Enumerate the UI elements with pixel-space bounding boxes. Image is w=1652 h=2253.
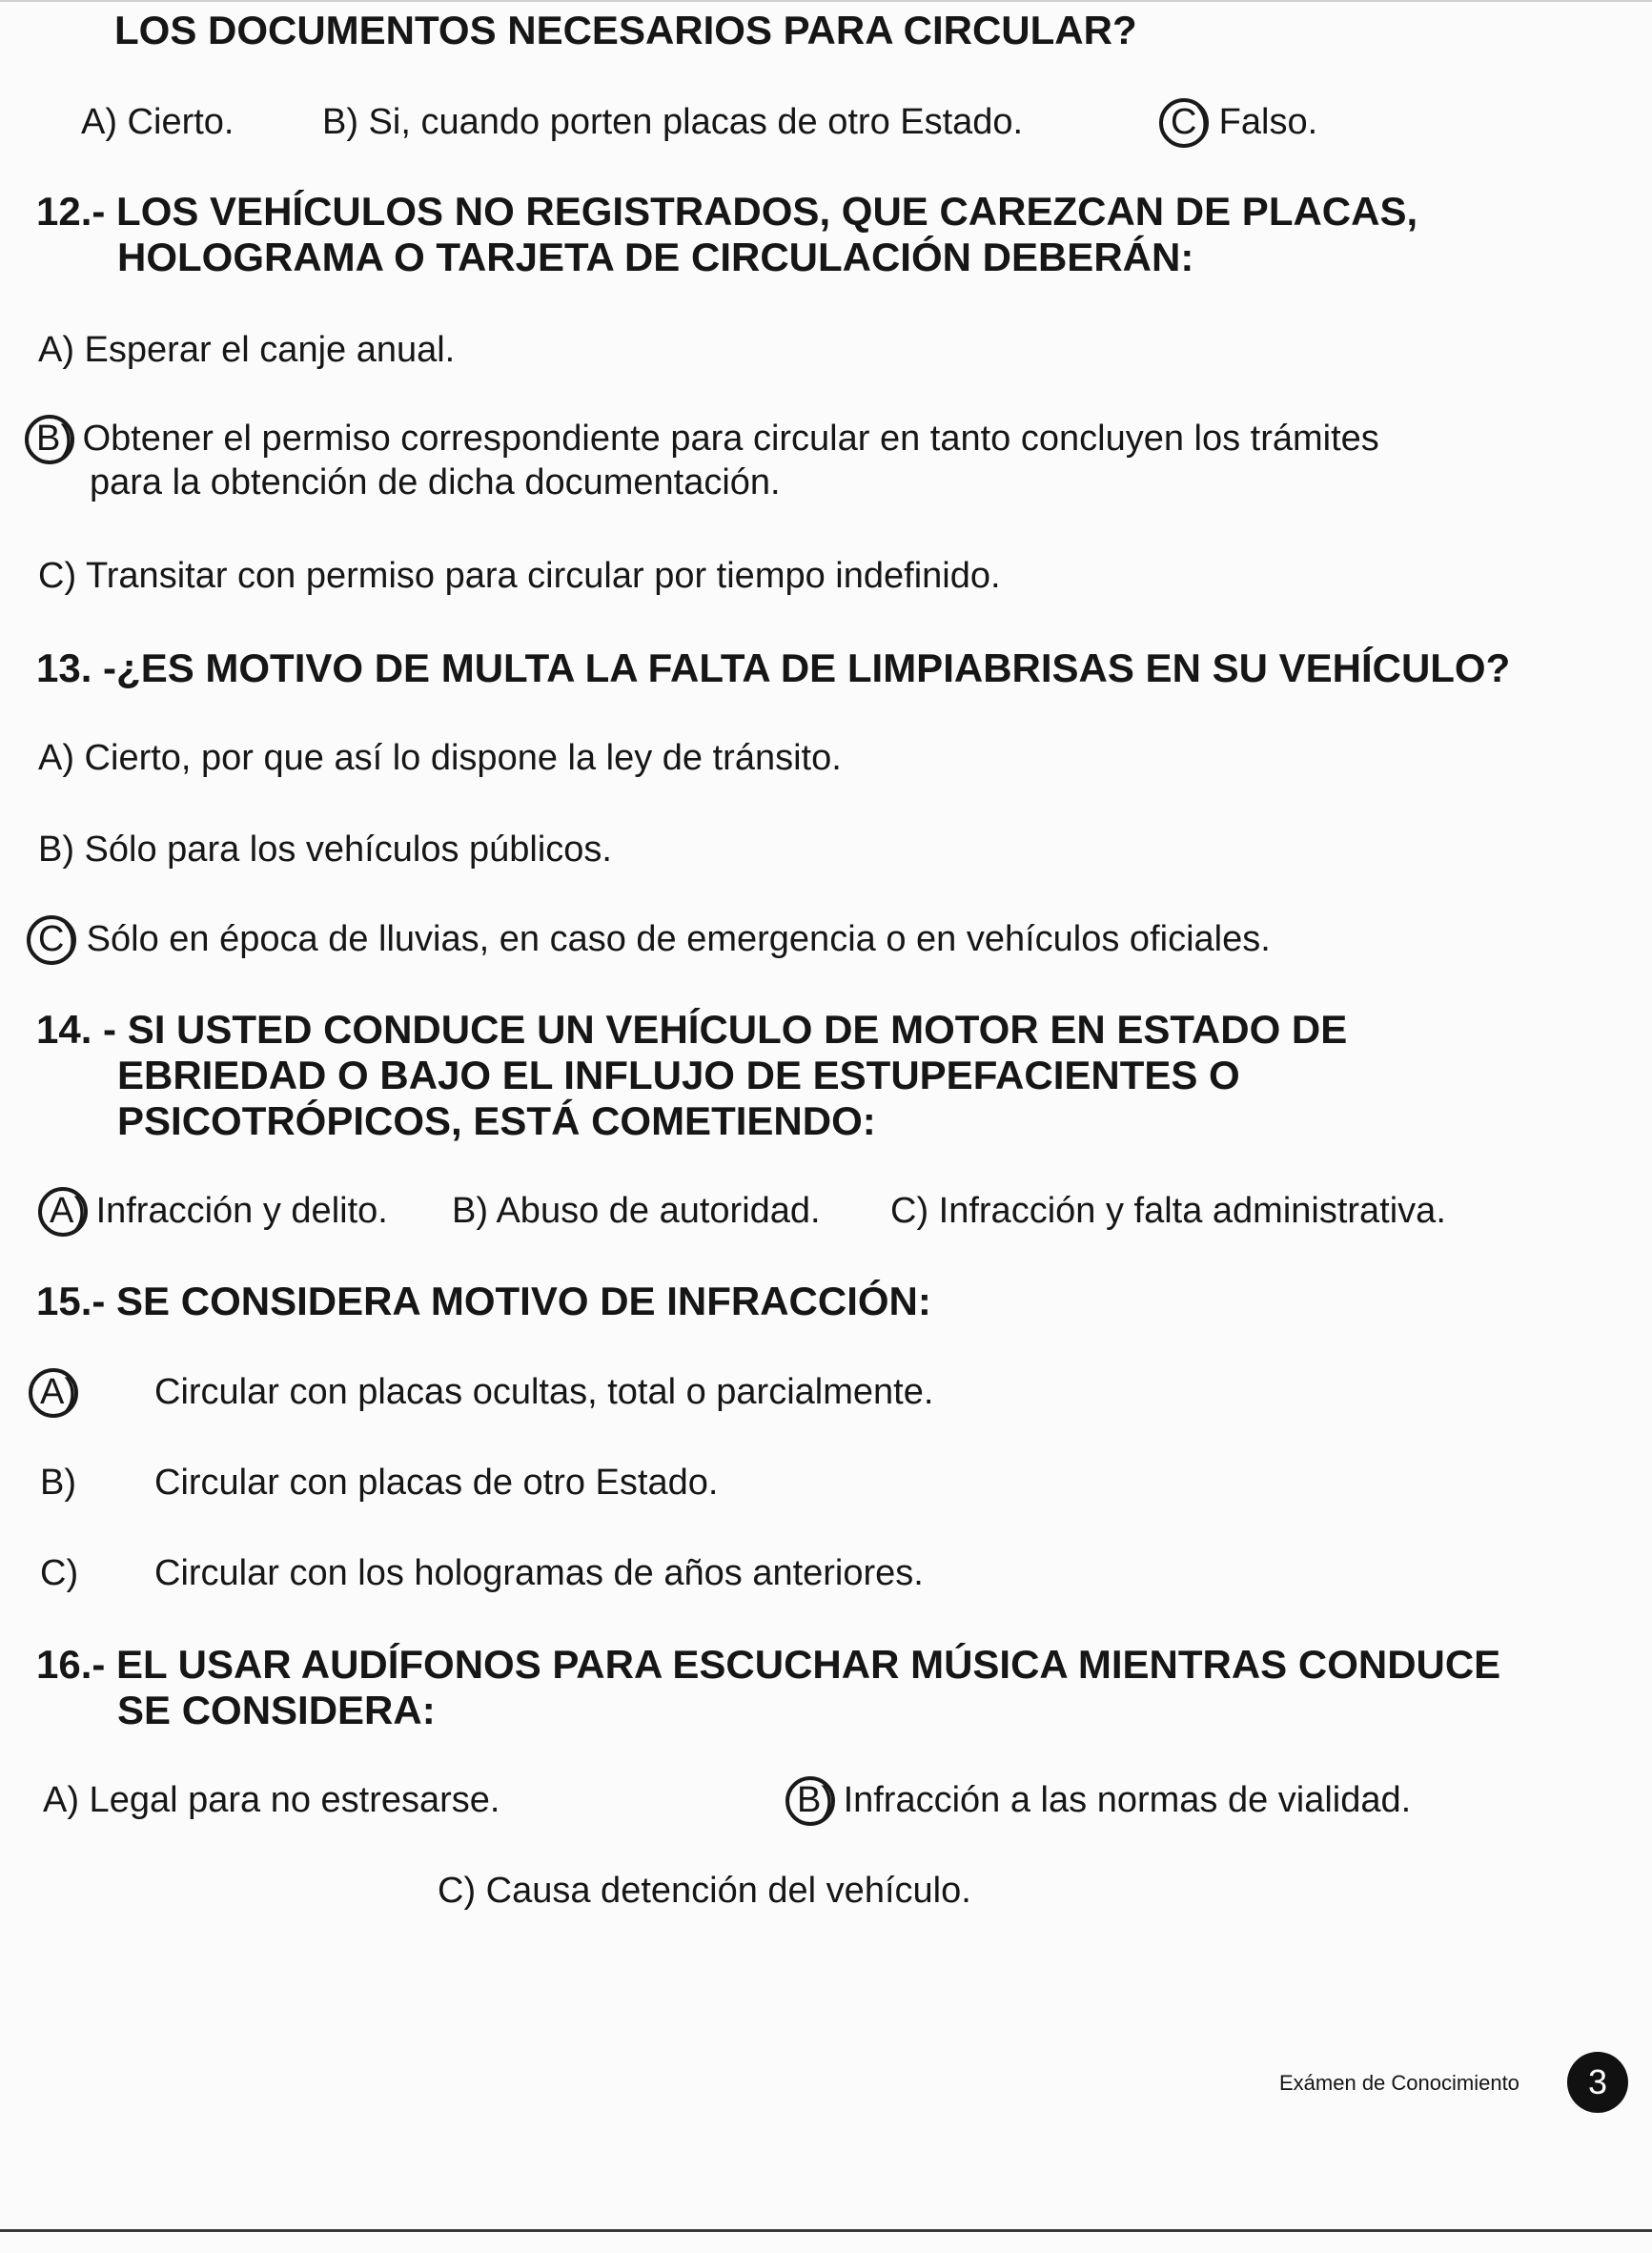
q16-option-c: C) Causa detención del vehículo. xyxy=(438,1871,971,1911)
q16-option-b-text: Infracción a las normas de vialidad. xyxy=(843,1780,1412,1820)
q13-option-c-text: Sólo en época de lluvias, en caso de emergencia o en vehículos oficiales. xyxy=(86,919,1271,959)
question-14-line-2: EBRIEDAD O BAJO EL INFLUJO DE ESTUPEFACIENTES O xyxy=(117,1053,1240,1097)
question-14 xyxy=(36,1007,1347,1144)
q15-option-b-text: Circular con placas de otro Estado. xyxy=(154,1463,719,1503)
q15-option-a-text: Circular con placas ocultas, total o parcialmente. xyxy=(154,1372,934,1412)
q13-option-b: B) Sólo para los vehículos públicos. xyxy=(38,830,612,870)
question-11-tail: LOS DOCUMENTOS NECESARIOS PARA CIRCULAR? xyxy=(114,8,1137,52)
q12-option-b-marked-letter: B) xyxy=(36,419,72,459)
question-14-line-1: 14. - SI USTED CONDUCE UN VEHÍCULO DE MOTOR EN ESTADO DE xyxy=(36,1007,1348,1052)
question-12 xyxy=(36,189,1417,280)
q12-option-b-text-line-2: para la obtención de dicha documentación. xyxy=(90,462,781,502)
q12-option-b-text-line-1: Obtener el permiso correspondiente para circular en tanto concluyen los trámites xyxy=(82,419,1379,459)
q13-option-c xyxy=(38,917,1271,961)
question-16 xyxy=(36,1642,1500,1733)
q15-option-a-marked-letter: A) xyxy=(40,1372,76,1412)
q15-option-a xyxy=(0,1370,1049,1414)
question-16-line-1: 16.- EL USAR AUDÍFONOS PARA ESCUCHAR MÚSICA MIENTRAS CONDUCE xyxy=(36,1642,1501,1687)
q11-option-c xyxy=(1171,100,1317,144)
question-16-line-2: SE CONSIDERA: xyxy=(117,1688,436,1732)
q12-option-b xyxy=(36,417,1379,504)
q12-option-a: A) Esperar el canje anual. xyxy=(38,330,456,370)
q16-option-b xyxy=(797,1778,1411,1822)
q11-option-a: A) Cierto. xyxy=(81,102,235,142)
q13-option-c-marked-letter: C) xyxy=(38,919,77,959)
q15-option-c xyxy=(0,1551,1049,1595)
question-12-line-1: 12.- LOS VEHÍCULOS NO REGISTRADOS, QUE CAREZCAN DE PLACAS, xyxy=(36,189,1418,234)
question-14-line-3: PSICOTRÓPICOS, ESTÁ COMETIENDO: xyxy=(117,1098,876,1143)
q14-option-a-text: Infracción y delito. xyxy=(95,1191,388,1231)
q11-option-b: B) Si, cuando porten placas de otro Estado. xyxy=(322,102,1024,142)
top-edge-line xyxy=(0,0,1652,2)
q14-option-a-marked-letter: A) xyxy=(50,1191,86,1231)
q15-option-b xyxy=(0,1461,1049,1505)
question-12-line-2: HOLOGRAMA O TARJETA DE CIRCULACIÓN DEBERÁN: xyxy=(117,235,1194,279)
q15-option-b-letter: B) xyxy=(40,1463,76,1503)
q16-option-b-marked-letter: B) xyxy=(797,1780,833,1820)
q14-option-b: B) Abuso de autoridad. xyxy=(452,1191,821,1231)
q11-option-c-marked-letter: C) xyxy=(1171,102,1210,142)
q15-option-c-letter: C) xyxy=(40,1553,79,1593)
footer-exam-label: Exámen de Conocimiento xyxy=(1279,2071,1519,2095)
page-number-badge: 3 xyxy=(1567,2052,1628,2113)
q12-option-c: C) Transitar con permiso para circular por tiempo indefinido. xyxy=(38,556,1001,596)
q11-option-c-text: Falso. xyxy=(1218,102,1318,142)
question-15: 15.- SE CONSIDERA MOTIVO DE INFRACCIÓN: xyxy=(36,1279,931,1323)
bottom-edge-line xyxy=(0,2229,1652,2232)
q13-option-a: A) Cierto, por que así lo dispone la ley de tránsito. xyxy=(38,738,842,778)
q15-option-c-text: Circular con los hologramas de años anteriores. xyxy=(154,1553,924,1593)
question-13: 13. -¿ES MOTIVO DE MULTA LA FALTA DE LIMPIABRISAS EN SU VEHÍCULO? xyxy=(36,645,1511,690)
q14-option-a xyxy=(50,1189,388,1233)
q16-option-a: A) Legal para no estresarse. xyxy=(43,1780,500,1820)
q14-option-c: C) Infracción y falta administrativa. xyxy=(890,1191,1446,1231)
